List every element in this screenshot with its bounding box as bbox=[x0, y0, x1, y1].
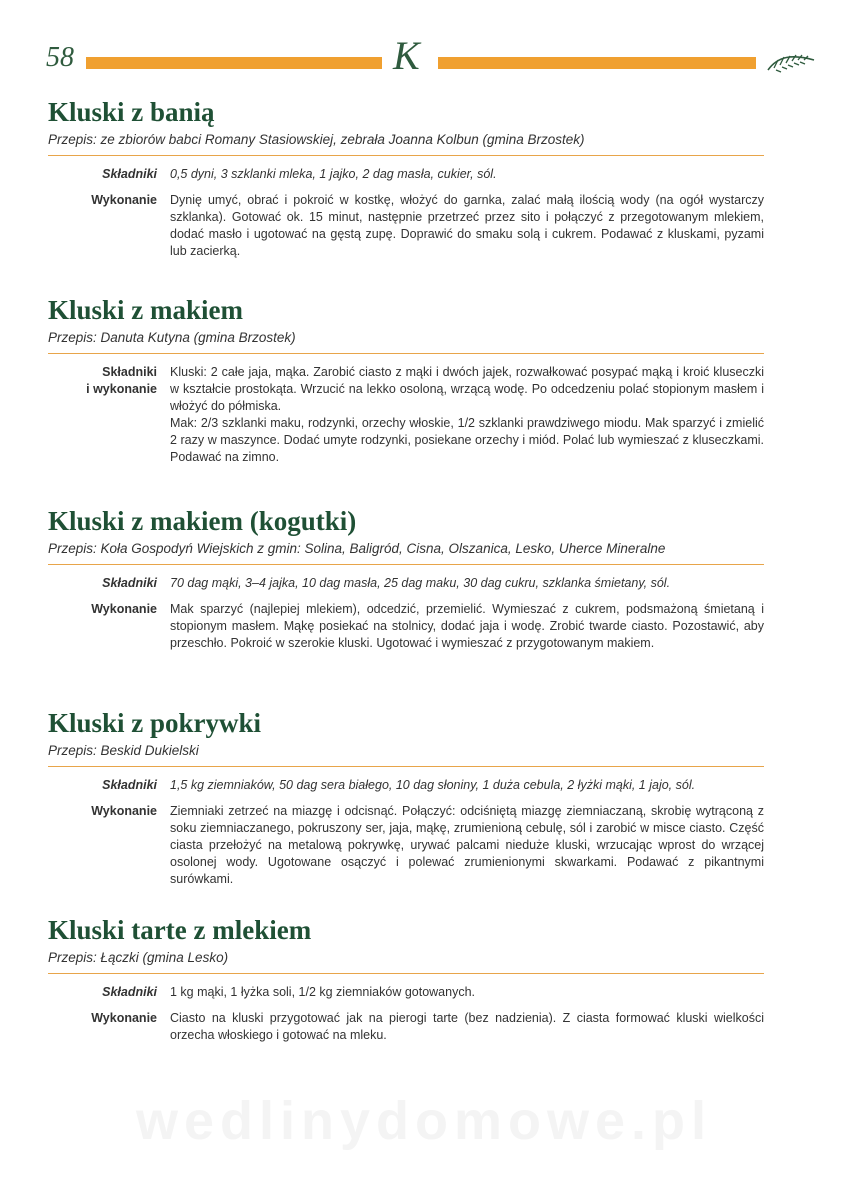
ingredients-label: Składniki bbox=[102, 985, 157, 999]
ingredients-label: Składniki bbox=[102, 576, 157, 590]
divider bbox=[48, 564, 764, 565]
method-row bbox=[48, 1010, 764, 1044]
divider bbox=[48, 973, 764, 974]
publisher-logo-icon bbox=[764, 50, 818, 76]
recipe-source: Przepis: Łączki (gmina Lesko) bbox=[48, 950, 229, 965]
divider bbox=[48, 353, 764, 354]
combined-row bbox=[48, 364, 764, 466]
header-bar-right bbox=[438, 57, 756, 69]
recipe-kluski-z-makiem bbox=[48, 294, 764, 475]
recipe-title: Kluski z makiem (kogutki) bbox=[48, 506, 357, 536]
section-letter: K bbox=[393, 33, 420, 78]
method-text: Ziemniaki zetrzeć na miazgę i odcisnąć. Połączyć: odciśniętą miazgę ziemniaczaną, skrobię wytrąconą z soku ziemniaczanego, pokruszony ser, jaja, mąkę, zrumienioną cebulę, sól i zarobić w misce ciasto. Część ciasta przełożyć na metalową pokrywkę, urywać palcami nieduże kluski, wrzucając wprost do wrzącej osolonej wody. Ugotowane osączyć i polewać zrumienionymi skwarkami. Podawać z pikantnymi surówkami. bbox=[170, 804, 764, 886]
ingredients-label: Składniki bbox=[102, 778, 157, 792]
recipe-title: Kluski z pokrywki bbox=[48, 708, 262, 738]
recipe-source: Przepis: Beskid Dukielski bbox=[48, 743, 199, 758]
divider bbox=[48, 766, 764, 767]
header-bar-left bbox=[86, 57, 382, 69]
combined-paragraph-kluski: Kluski: 2 całe jaja, mąka. Zarobić ciasto z mąki i dwóch jajek, rozwałkować posypać mąką i kroić kluseczki w kształcie prostokąta. Wrzucić na lekko osoloną, wrzącą wodę. Po odcedzeniu polać stopionym masłem i włożyć do półmiska. bbox=[170, 365, 764, 413]
ingredients-row bbox=[48, 777, 764, 794]
method-row bbox=[48, 601, 764, 652]
method-label: Wykonanie bbox=[91, 1011, 157, 1025]
recipe-kluski-z-makiem-kogutki bbox=[48, 505, 764, 661]
page-header bbox=[0, 32, 848, 82]
watermark: wedlinydomowe.pl bbox=[135, 1091, 713, 1151]
combined-paragraph-mak: Mak: 2/3 szklanki maku, rodzynki, orzechy włoskie, 1/2 szklanki prawdziwego miodu. Mak sparzyć i zmielić 2 razy w maszynce. Dodać umyte rodzynki, posiekane orzechy i miód. Polać lub wymieszać z kluseczkami. Podawać na zimno. bbox=[170, 416, 764, 464]
ingredients-text: 1 kg mąki, 1 łyżka soli, 1/2 kg ziemniaków gotowanych. bbox=[170, 985, 475, 999]
method-text: Mak sparzyć (najlepiej mlekiem), odcedzić, przemielić. Wymieszać z cukrem, podsmażoną śmietaną i stopionym masłem. Mąkę posiekać na stolnicy, dodać jaja i wodę. Zrobić twarde ciasto. Pozostawić, aby przeschło. Pokroić w szerokie kluski. Ugotować i wymieszać z przygotowanym makiem. bbox=[170, 602, 764, 650]
recipe-source: Przepis: Danuta Kutyna (gmina Brzostek) bbox=[48, 330, 296, 345]
ingredients-label: Składniki bbox=[102, 167, 157, 181]
recipe-source: Przepis: ze zbiorów babci Romany Stasiowskiej, zebrała Joanna Kolbun (gmina Brzostek) bbox=[48, 132, 585, 147]
method-text: Dynię umyć, obrać i pokroić w kostkę, włożyć do garnka, zalać małą ilością wody (na ogół wystarczy szklanka). Gotować ok. 15 minut, następnie przetrzeć przez sito i połączyć z przegotowanym mlekiem, dodać masło i ugotować na gęstą zupę. Doprawić do smaku solą i cukrem. Podawać z kluskami, pyzami lub zacierką. bbox=[170, 193, 764, 258]
page-number: 58 bbox=[46, 42, 74, 73]
recipe-source: Przepis: Koła Gospodyń Wiejskich z gmin: Solina, Baligród, Cisna, Olszanica, Lesko, Uherce Mineralne bbox=[48, 541, 666, 556]
combined-label: Składniki i wykonanie bbox=[86, 365, 157, 396]
ingredients-text: 0,5 dyni, 3 szklanki mleka, 1 jajko, 2 dag masła, cukier, sól. bbox=[170, 167, 497, 181]
method-label: Wykonanie bbox=[91, 602, 157, 616]
method-row bbox=[48, 192, 764, 260]
ingredients-row bbox=[48, 575, 764, 592]
method-row bbox=[48, 803, 764, 888]
ingredients-text: 1,5 kg ziemniaków, 50 dag sera białego, 10 dag słoniny, 1 duża cebula, 2 łyżki mąki, 1 jajo, sól. bbox=[170, 778, 696, 792]
recipe-kluski-z-bania bbox=[48, 96, 764, 269]
ingredients-row bbox=[48, 984, 764, 1001]
recipe-title: Kluski z banią bbox=[48, 97, 215, 127]
recipe-title: Kluski tarte z mlekiem bbox=[48, 915, 312, 945]
combined-text bbox=[170, 364, 764, 466]
method-label: Wykonanie bbox=[91, 804, 157, 818]
method-label: Wykonanie bbox=[91, 193, 157, 207]
method-text: Ciasto na kluski przygotować jak na pierogi tarte (bez nadzienia). Z ciasta formować kluski wielkości orzecha włoskiego i gotować na mleku. bbox=[170, 1011, 764, 1042]
divider bbox=[48, 155, 764, 156]
recipe-title: Kluski z makiem bbox=[48, 295, 244, 325]
recipe-kluski-tarte-z-mlekiem bbox=[48, 914, 764, 1053]
ingredients-text: 70 dag mąki, 3–4 jajka, 10 dag masła, 25 dag maku, 30 dag cukru, szklanka śmietany, sól. bbox=[170, 576, 671, 590]
ingredients-row bbox=[48, 166, 764, 183]
recipe-kluski-z-pokrywki bbox=[48, 707, 764, 897]
